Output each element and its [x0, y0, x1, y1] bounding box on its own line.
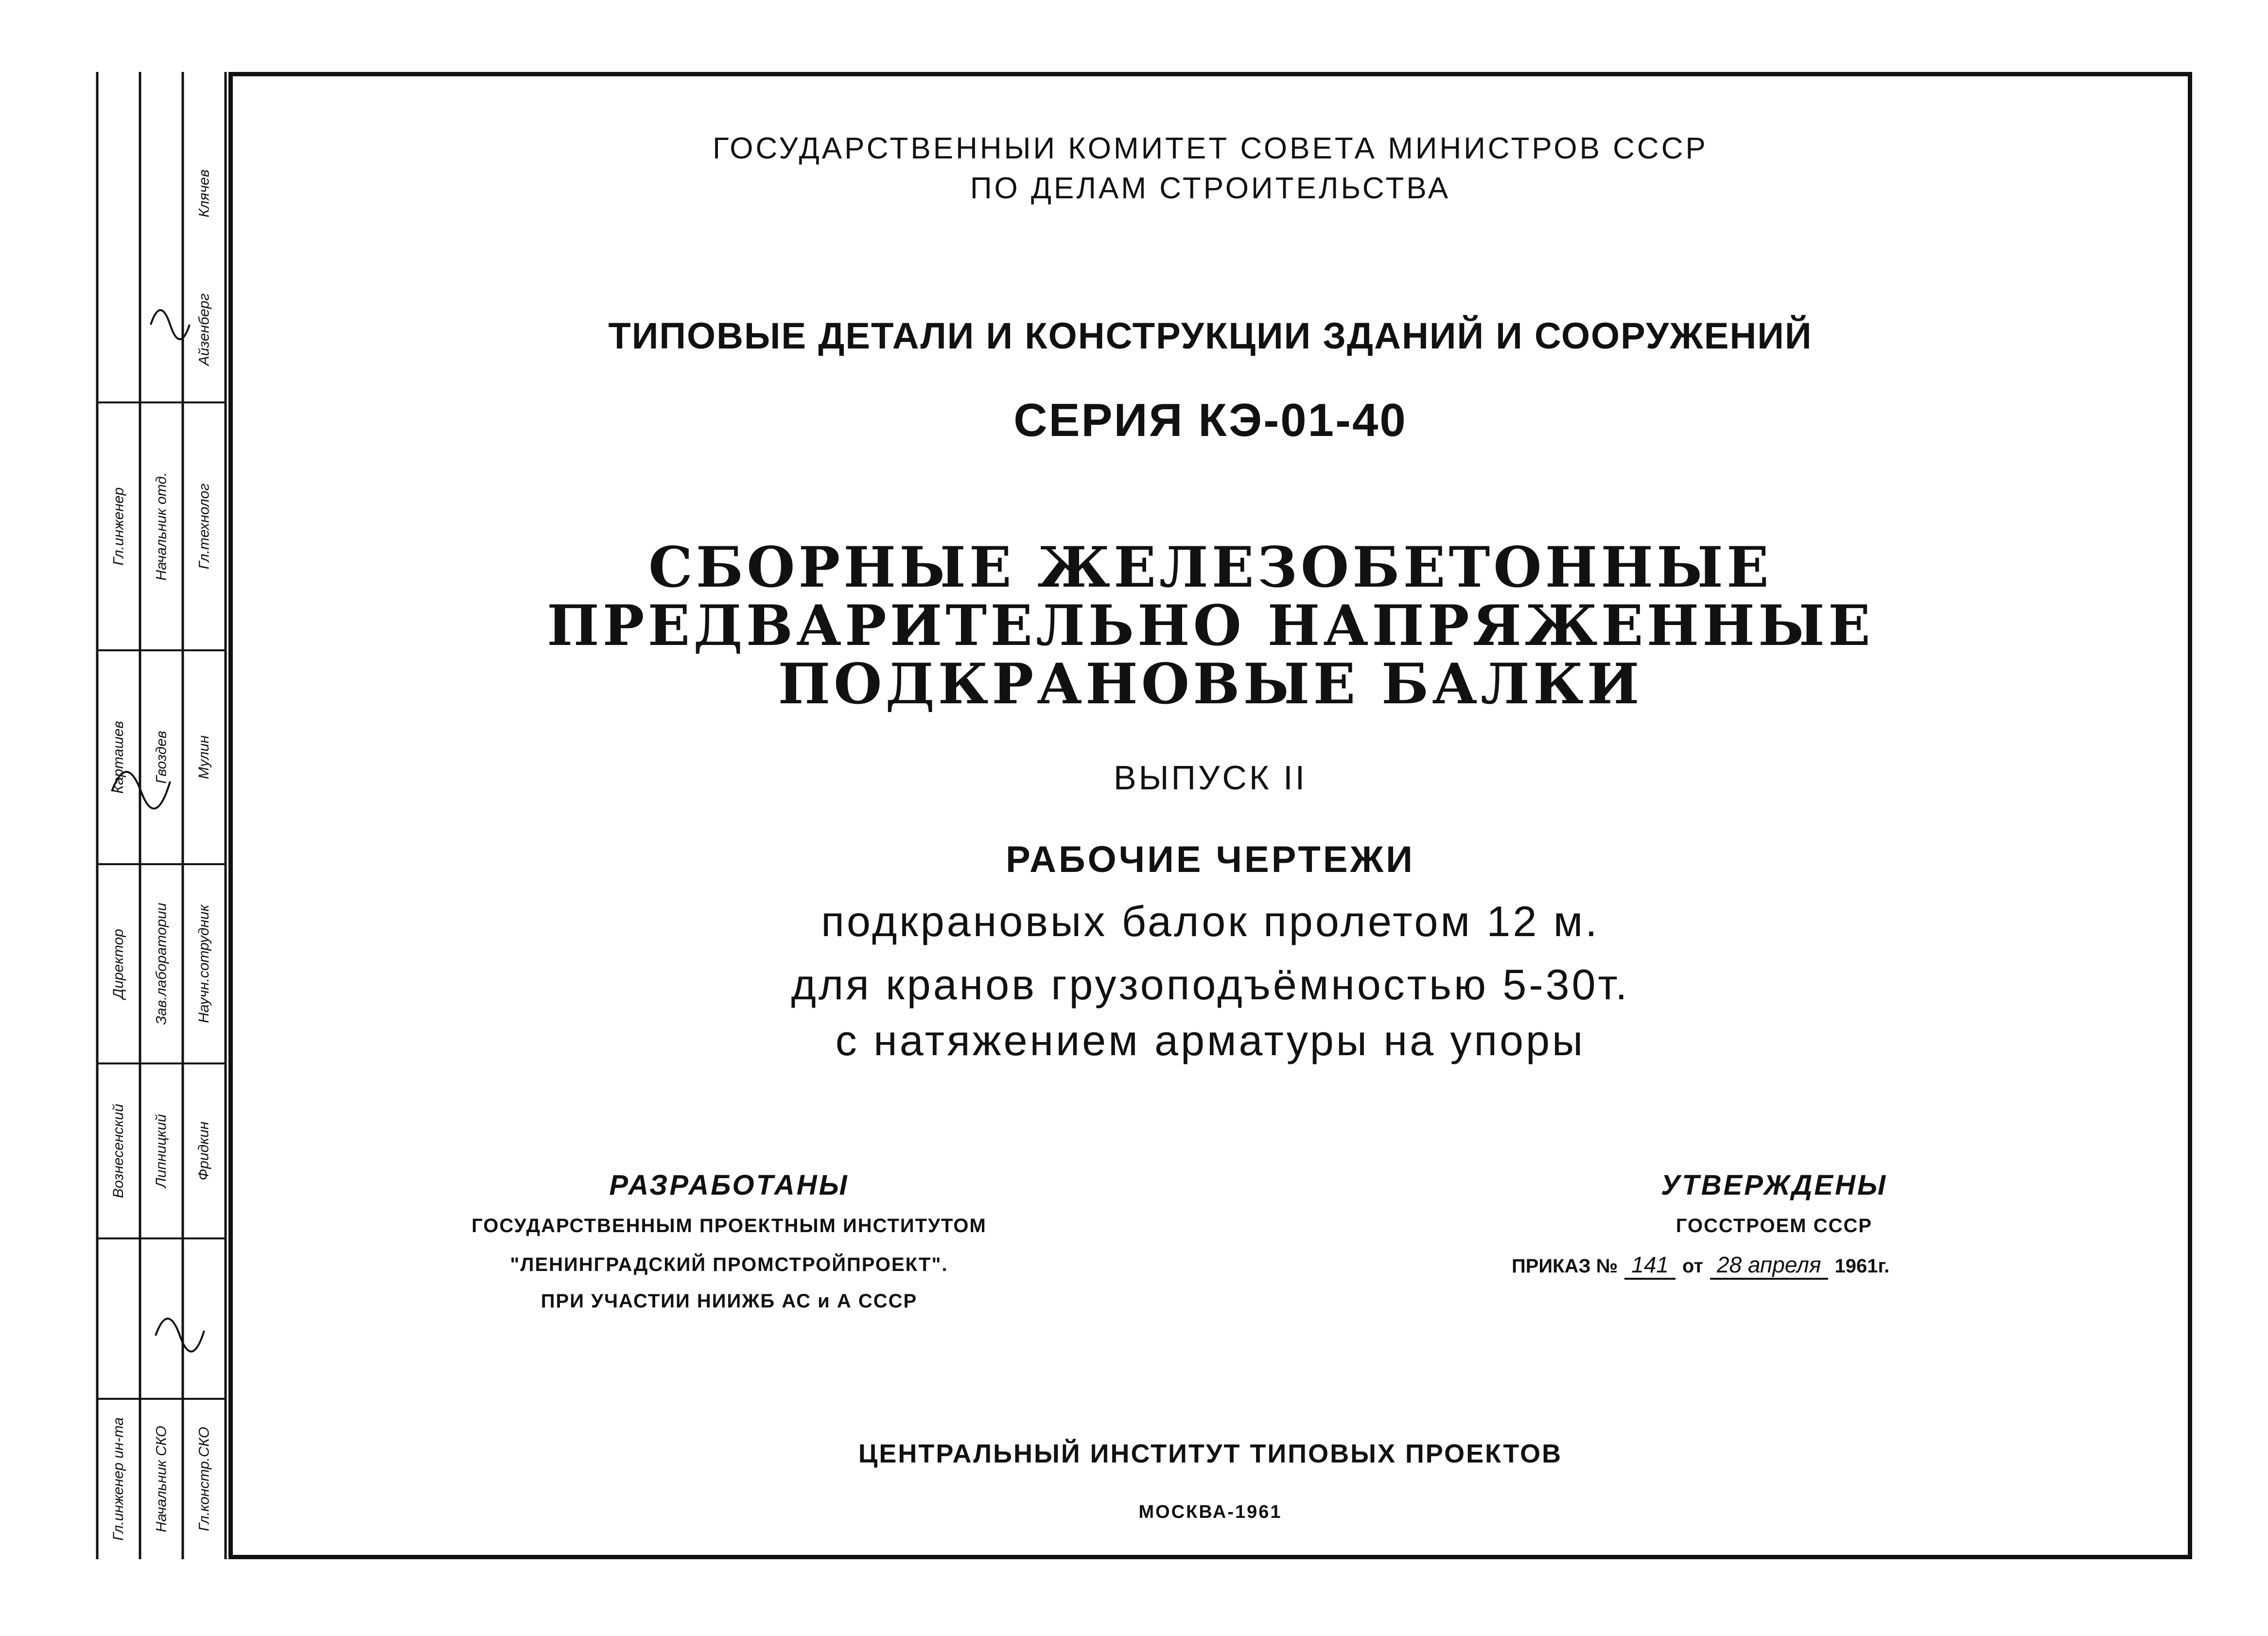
- stamp-cell: [183, 121, 226, 266]
- stamp-text: Мулин: [196, 735, 212, 780]
- order-year: 1961г.: [1834, 1255, 1890, 1277]
- stamp-text: Карташев: [110, 721, 127, 794]
- series-heading: ТИПОВЫЕ ДЕТАЛИ И КОНСТРУКЦИИ ЗДАНИЙ И СООРУЖЕНИЙ: [608, 315, 1813, 357]
- main-title-line-3: ПОДКРАНОВЫЕ БАЛКИ: [778, 651, 1643, 716]
- stamp-org-cell: [97, 72, 140, 402]
- stamp-text: Директор: [110, 929, 127, 999]
- stamp-cell: [183, 402, 226, 650]
- developed-heading: РАЗРАБОТАНЫ: [609, 1169, 849, 1201]
- stamp-cell: [183, 257, 226, 402]
- order-number: 141: [1624, 1252, 1675, 1280]
- stamp-cell: [140, 402, 183, 650]
- approval-stamp: [83, 72, 228, 1559]
- approved-heading: УТВЕРЖДЕНЫ: [1661, 1169, 1887, 1201]
- stamp-text: Айзенберг: [196, 293, 212, 366]
- subtitle-line-2: для кранов грузоподъёмностью 5-30т.: [791, 960, 1630, 1009]
- subtitle-line-1: подкрановых балок пролетом 12 м.: [821, 897, 1600, 945]
- stamp-text: Гл.инженер ин-та: [110, 1417, 127, 1541]
- developed-line-1: ГОСУДАРСТВЕННЫМ ПРОЕКТНЫМ ИНСТИТУТОМ: [471, 1215, 987, 1236]
- working-drawings-label: РАБОЧИЕ ЧЕРТЕЖИ: [1006, 839, 1415, 880]
- stamp-cell: [140, 1063, 183, 1238]
- stamp-cell: [97, 1399, 140, 1559]
- issue-label: ВЫПУСК II: [1113, 759, 1308, 797]
- stamp-text: Гл.констр.СКО: [196, 1427, 212, 1532]
- main-title-line-1: СБОРНЫЕ ЖЕЛЕЗОБЕТОННЫЕ: [648, 535, 1772, 600]
- series-code: СЕРИЯ КЭ-01-40: [1013, 394, 1407, 446]
- stamp-text: Клячев: [196, 169, 212, 218]
- city-year: МОСКВА-1961: [1138, 1502, 1282, 1522]
- stamp-text: Липницкий: [153, 1114, 170, 1188]
- order-date: 28 апреля: [1710, 1252, 1828, 1280]
- developed-line-2: "ЛЕНИНГРАДСКИЙ ПРОМСТРОЙПРОЕКТ".: [510, 1254, 948, 1275]
- stamp-cell: [97, 1063, 140, 1238]
- stamp-cell: [97, 864, 140, 1063]
- stamp-cell: [183, 1063, 226, 1238]
- stamp-text: Гвоздев: [153, 731, 170, 784]
- stamp-cell: [140, 864, 183, 1063]
- signature-mark: [156, 1319, 204, 1352]
- developed-line-3: ПРИ УЧАСТИИ НИИЖБ АС и А СССР: [541, 1290, 918, 1312]
- stamp-text: Научн.сотрудник: [196, 905, 212, 1023]
- stamp-cell: [140, 1399, 183, 1559]
- stamp-text: Вознесенский: [110, 1104, 127, 1198]
- title-sheet-frame: [228, 72, 2192, 1559]
- stamp-text: Гл.инженер: [110, 487, 126, 566]
- stamp-cell: [183, 650, 226, 864]
- stamp-text: Гл.технолог: [196, 483, 212, 570]
- publisher-institute: ЦЕНТРАЛЬНЫЙ ИНСТИТУТ ТИПОВЫХ ПРОЕКТОВ: [858, 1439, 1563, 1468]
- stamp-text: Начальник СКО: [153, 1426, 170, 1532]
- stamp-cell: [97, 650, 140, 864]
- approved-line-1: ГОССТРОЕМ СССР: [1675, 1215, 1873, 1236]
- subtitle-line-3: с натяжением арматуры на упоры: [835, 1016, 1586, 1064]
- stamp-text: Зав.лаборатории: [153, 903, 170, 1025]
- committee-line-1: ГОСУДАРСТВЕННЫИ КОМИТЕТ СОВЕТА МИНИСТРОВ СССР: [713, 132, 1708, 165]
- stamp-cell: [183, 864, 226, 1063]
- stamp-text: Фридкин: [196, 1121, 212, 1181]
- stamp-cell: [97, 402, 140, 650]
- approval-order: [1512, 1252, 1889, 1280]
- order-prefix: ПРИКАЗ №: [1512, 1255, 1618, 1277]
- committee-line-2: ПО ДЕЛАМ СТРОИТЕЛЬСТВА: [970, 172, 1451, 205]
- order-from: от: [1682, 1255, 1704, 1277]
- main-title-line-2: ПРЕДВАРИТЕЛЬНО НАПРЯЖЕННЫЕ: [547, 593, 1874, 658]
- stamp-cell: [140, 650, 183, 864]
- stamp-cell: [183, 1399, 226, 1559]
- stamp-text: Начальник отд.: [153, 472, 169, 581]
